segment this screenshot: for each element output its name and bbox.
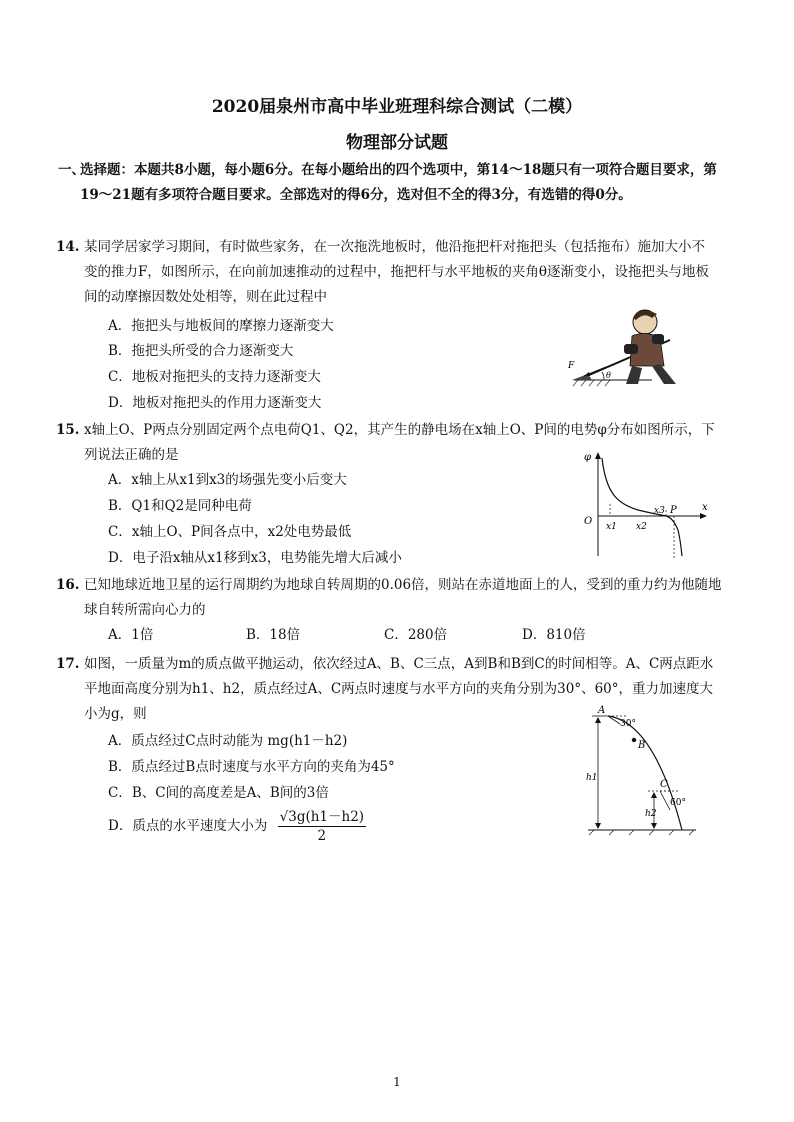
point-b-label: B (638, 740, 646, 751)
question-stem: x轴上O、P两点分别固定两个点电荷Q1、Q2，其产生的静电场在x轴上O、P间的电势φ分布如图所示，下列说法正确的是 (84, 422, 715, 463)
q15-option-b: B．Q1和Q2是同种电荷 (108, 498, 252, 514)
question-stem: 如图，一质量为m的质点做平抛运动，依次经过A、B、C三点，A到B和B到C的时间相等。A、C两点距水平地面高度分别为h1、h2，质点经过A、C两点时速度与水平方向的夹角分别为30°、60°，重力加速度大小为g，则 (84, 656, 714, 722)
h1-label: h1 (586, 773, 598, 783)
angle-30-label: 30° (620, 719, 636, 729)
page-title: 2020届泉州市高中毕业班理科综合测试（二模） (211, 97, 583, 117)
section-number: 一、 (58, 162, 85, 178)
angle-60-label: 60° (670, 798, 686, 808)
h2-label: h2 (645, 809, 657, 819)
point-a-label: A (598, 705, 606, 716)
x3-label: x3 (654, 506, 665, 516)
person-hand-left (624, 344, 638, 354)
fraction-numerator: √3g(h1－h2) (279, 809, 365, 825)
q17-option-d (108, 808, 366, 845)
q16-option-a: A．1倍 (108, 627, 154, 643)
q15-option-c: C．x轴上O、P间各点中，x2处电势最低 (108, 524, 352, 540)
phi-axis-label: φ (584, 452, 592, 463)
q17-option-c: C．B、C间的高度差是A、B间的3倍 (108, 785, 329, 801)
q14-option-a: A．拖把头与地板间的摩擦力逐渐变大 (108, 318, 334, 334)
q17-projectile-figure (584, 700, 712, 836)
person-leg-left (626, 366, 642, 384)
q14-option-b: B．拖把头所受的合力逐渐变大 (108, 343, 294, 359)
section-instructions (58, 158, 720, 208)
question-stem: 某同学居家学习期间，有时做些家务，在一次拖洗地板时，他沿拖把杆对拖把头（包括拖布）施加大小不变的推力F，如图所示，在向前加速推动的过程中，拖把杆与水平地板的夹角θ逐渐变小，设拖把头与地板间的动摩擦因数处处相等，则在此过程中 (84, 239, 709, 305)
x1-label: x1 (606, 522, 617, 532)
origin-label: O (584, 516, 593, 527)
question-16 (56, 573, 724, 623)
question-stem: 已知地球近地卫星的运行周期约为地球自转周期的0.06倍，则站在赤道地面上的人，受到的重力约为他随地球自转所需向心力的 (84, 577, 722, 618)
section-text: 选择题：本题共8小题，每小题6分。在每小题给出的四个选项中，第14～18题只有一项符合题目要求，第19～21题有多项符合题目要求。全部选对的得6分，选对但不全的得3分，有选错的得0分。 (80, 162, 717, 203)
page-subtitle: 物理部分试题 (346, 133, 448, 153)
q15-option-d: D．电子沿x轴从x1移到x3，电势能先增大后减小 (108, 550, 402, 566)
point-c-label: C (660, 779, 668, 790)
angle-label: θ (606, 371, 611, 380)
q14-option-c: C．地板对拖把头的支持力逐渐变大 (108, 369, 321, 385)
person-leg-right (652, 364, 676, 384)
question-number: 14. (56, 239, 80, 255)
question-number: 17. (56, 656, 80, 672)
q16-option-d: D．810倍 (522, 627, 586, 643)
q17-option-d-text: D．质点的水平速度大小为 (108, 818, 268, 834)
q14-option-d: D．地板对拖把头的作用力逐渐变大 (108, 395, 322, 411)
angle-arc (602, 372, 604, 380)
q16-option-c: C．280倍 (384, 627, 448, 643)
question-number: 16. (56, 577, 80, 593)
p-label: P (670, 505, 677, 516)
q17-option-d-fraction (278, 808, 366, 845)
person-hand-right (652, 334, 664, 344)
question-number: 15. (56, 422, 80, 438)
q14-mop-figure (560, 300, 690, 392)
x-axis-label: x (702, 502, 708, 513)
force-label: F (568, 361, 575, 371)
q17-option-b: B．质点经过B点时速度与水平方向的夹角为45° (108, 759, 395, 775)
page-number: 1 (393, 1075, 401, 1089)
q17-option-a: A．质点经过C点时动能为 mg(h1－h2) (108, 733, 348, 749)
point-b (632, 738, 636, 742)
q16-option-b: B．18倍 (246, 627, 301, 643)
fraction-denominator: 2 (317, 828, 327, 844)
x2-label: x2 (636, 522, 647, 532)
question-14 (56, 235, 716, 310)
q15-option-a: A．x轴上从x1到x3的场强先变小后变大 (108, 472, 347, 488)
q15-potential-graph (578, 450, 712, 562)
